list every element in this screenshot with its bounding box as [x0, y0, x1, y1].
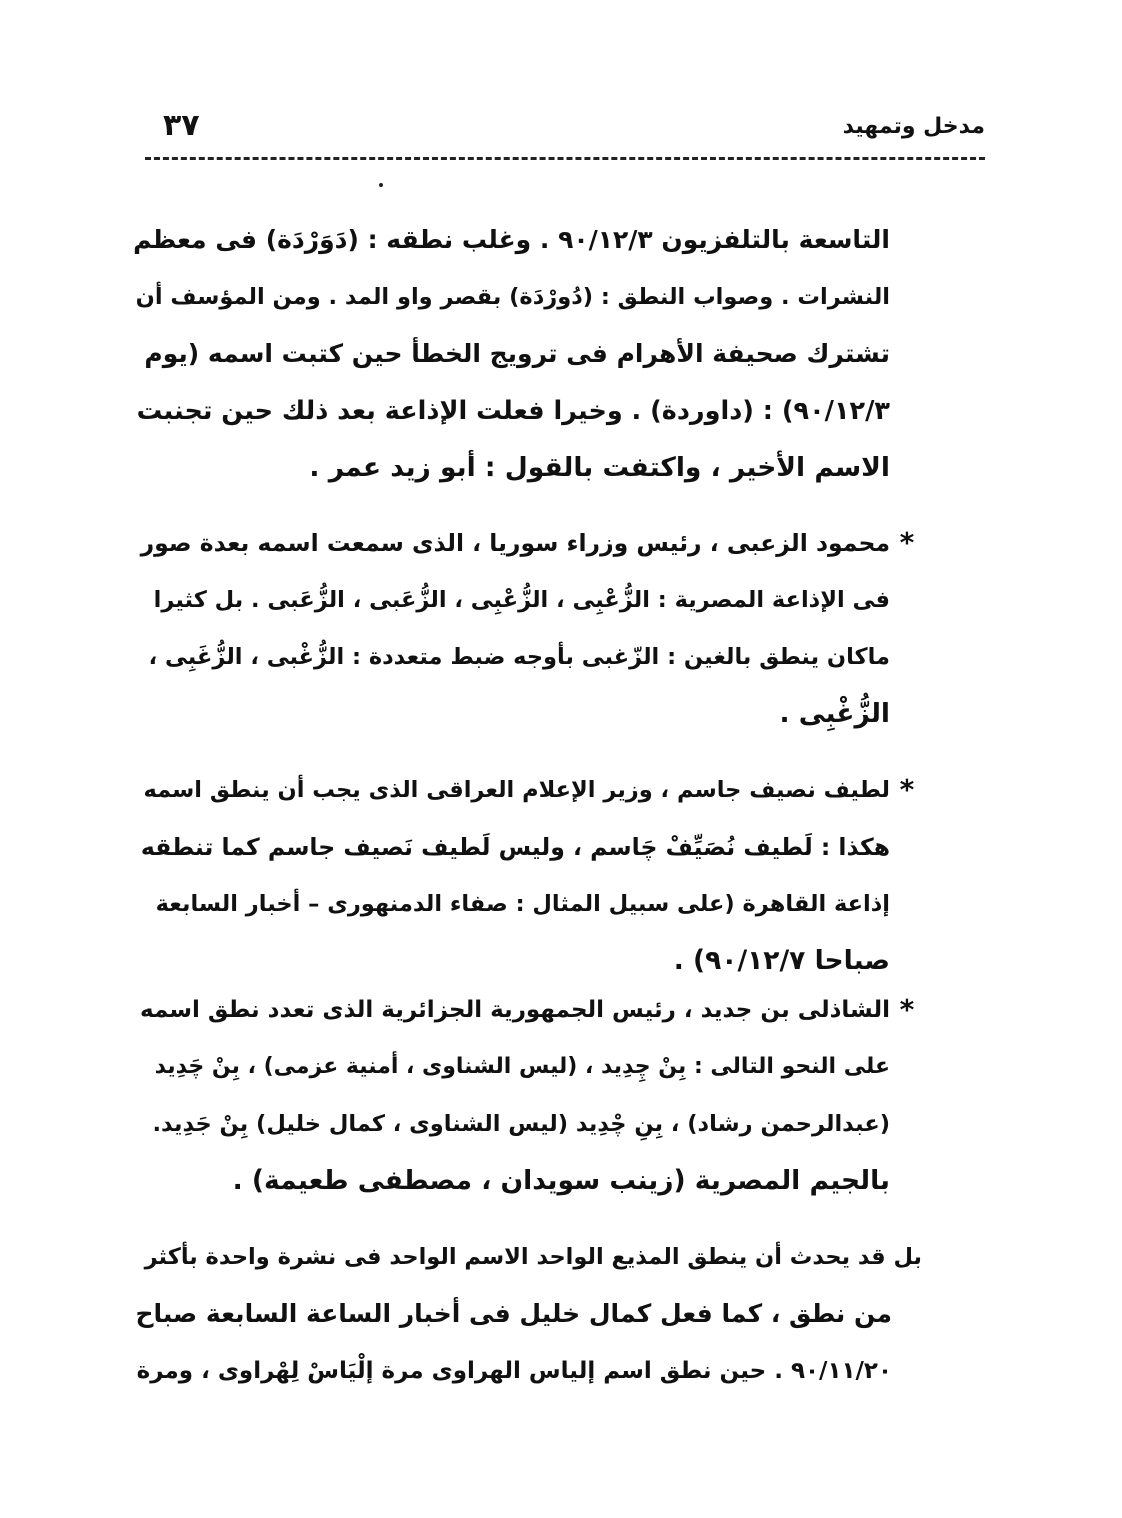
paragraph-1-line: الاسم الأخير ، واكتفت بالقول : أبو زيد عمر . [309, 452, 890, 483]
paragraph-2-line: بل قد يحدث أن ينطق المذيع الواحد الاسم الواحد فى نشرة واحدة بأكثر [144, 1244, 922, 1270]
paragraph-2-line: ٩٠/١١/٢٠ . حين نطق اسم إلياس الهراوى مرة إلْيَاسْ لِهْراوى ، ومرة [136, 1358, 892, 1384]
bullet-marker: * [899, 773, 915, 806]
bullet-line: الزُّغْبِى . [779, 698, 890, 729]
page-number: ٣٧ [163, 108, 200, 143]
paragraph-1-line: النشرات . وصواب النطق : (دُورْدَة) بقصر واو المد . ومن المؤسف أن [135, 284, 890, 310]
bullet-line: صباحا ٩٠/١٢/٧) . [673, 945, 890, 976]
bullet-line: على النحو التالى : بِنْ چِدِيد ، (ليس الشناوى ، أمنية عزمى) ، بِنْ چَدِيد [154, 1054, 890, 1079]
bullet-line: محمود الزعبى ، رئيس وزراء سوريا ، الذى سمعت اسمه بعدة صور [140, 529, 890, 557]
bullet-line: لطيف نصيف جاسم ، وزير الإعلام العراقى الذى يجب أن ينطق اسمه [143, 777, 890, 803]
paragraph-1-line: تشترك صحيفة الأهرام فى ترويج الخطأ حين كتبت اسمه (يوم [144, 339, 890, 368]
header-divider [145, 157, 985, 160]
running-head: مدخل وتمهيد [842, 114, 985, 139]
bullet-marker: * [899, 526, 915, 559]
bullet-line: الشاذلى بن جديد ، رئيس الجمهورية الجزائرية الذى تعدد نطق اسمه [140, 997, 890, 1023]
bullet-line: ماكان ينطق بالغين : الزّغبى بأوجه ضبط متعددة : الزُّغْبى ، الزُّغَبِى ، [148, 644, 890, 670]
scan-speck [379, 183, 383, 187]
paragraph-2-line: من نطق ، كما فعل كمال خليل فى أخبار الساعة السابعة صباح [135, 1299, 892, 1328]
bullet-line: (عبدالرحمن رشاد) ، بِنِ چْدِيد (ليس الشناوى ، كمال خليل) بِنْ جَدِيد. [152, 1111, 890, 1137]
paragraph-1-line: ٩٠/١٢/٣) : (داوردة) . وخيرا فعلت الإذاعة بعد ذلك حين تجنبت [136, 396, 890, 426]
bullet-line: إذاعة القاهرة (على سبيل المثال : صفاء الدمنهورى – أخبار السابعة [155, 891, 890, 917]
page-header [145, 108, 985, 148]
paragraph-1-line: التاسعة بالتلفزيون ٩٠/١٢/٣ . وغلب نطقه : (دَوَرْدَة) فى معظم [133, 225, 890, 254]
bullet-marker: * [899, 993, 915, 1026]
bullet-line: فى الإذاعة المصرية : الزُّعْبِى ، الزُّعْبِى ، الزُّعَبى ، الزُّعَبى . بل كثيرا [153, 587, 890, 613]
bullet-line: هكذا : لَطيف نُصَيِّفْ چَاسم ، وليس لَطيف نَصيف جاسم كما تنطقه [140, 833, 890, 861]
bullet-line: بالجيم المصرية (زينب سويدان ، مصطفى طعيمة) . [232, 1165, 890, 1196]
